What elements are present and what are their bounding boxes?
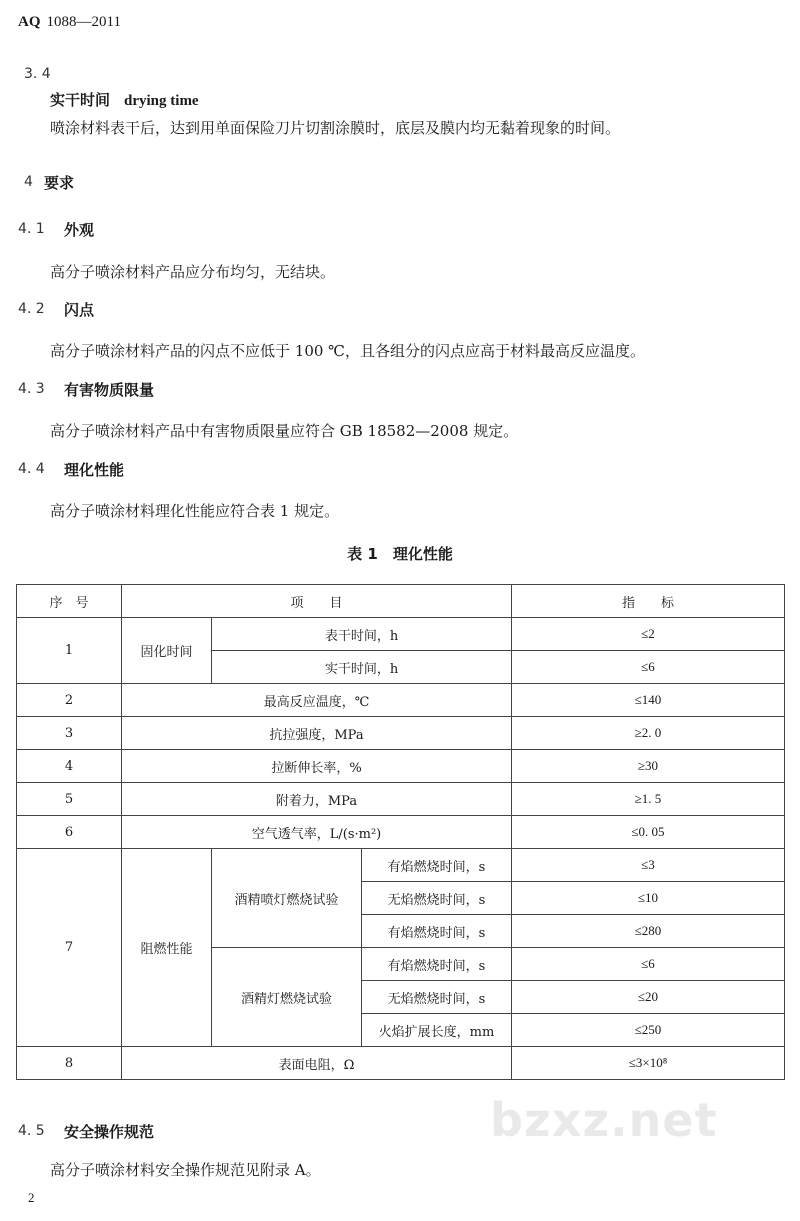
row-2-value: ≤140 — [512, 684, 785, 717]
row-5-seq: 5 — [17, 783, 122, 816]
table-row — [17, 750, 785, 783]
section-4-3-text: 高分子喷涂材料产品中有害物质限量应符合 GB 18582—2008 规定。 — [50, 422, 519, 440]
section-4-number: 4 — [24, 174, 33, 190]
section-4-1-text: 高分子喷涂材料产品应分布均匀，无结块。 — [50, 263, 336, 281]
row-4-seq: 4 — [17, 750, 122, 783]
term-en: drying time — [124, 93, 199, 109]
section-4-2-title: 闪点 — [64, 301, 95, 319]
section-4-5-text: 高分子喷涂材料安全操作规范见附录 A。 — [50, 1161, 321, 1179]
header-index: 指 标 — [512, 585, 785, 618]
row-7-sub1-item-c: 有焰燃烧时间，s — [362, 915, 512, 948]
row-2-seq: 2 — [17, 684, 122, 717]
table-row — [17, 717, 785, 750]
section-4-title: 要求 — [44, 174, 75, 192]
term-zh: 实干时间 — [50, 91, 111, 109]
standard-header — [18, 14, 121, 31]
standard-code: AQ — [18, 14, 41, 30]
section-4-4-text: 高分子喷涂材料理化性能应符合表 1 规定。 — [50, 502, 340, 520]
row-8-seq: 8 — [17, 1047, 122, 1080]
row-7-sub2-item-c: 火焰扩展长度，mm — [362, 1014, 512, 1047]
row-2-item: 最高反应温度，℃ — [122, 684, 512, 717]
row-7-sub2: 酒精灯燃烧试验 — [212, 948, 362, 1047]
table-row — [17, 684, 785, 717]
row-1-item-b: 实干时间，h — [212, 651, 512, 684]
watermark: bzxz.net — [490, 1093, 718, 1147]
section-4-4-number: 4. 4 — [18, 461, 45, 477]
section-4-3-number: 4. 3 — [18, 381, 45, 397]
row-4-item: 拉断伸长率，% — [122, 750, 512, 783]
row-7-sub1-value-b: ≤10 — [512, 882, 785, 915]
row-1-value-b: ≤6 — [512, 651, 785, 684]
row-7-sub1-item-a: 有焰燃烧时间，s — [362, 849, 512, 882]
row-8-item: 表面电阻，Ω — [122, 1047, 512, 1080]
row-7-sub2-value-c: ≤250 — [512, 1014, 785, 1047]
section-4-1-number: 4. 1 — [18, 221, 45, 237]
table-row — [17, 783, 785, 816]
header-seq: 序 号 — [17, 585, 122, 618]
section-4-2-text: 高分子喷涂材料产品的闪点不应低于 100 ℃，且各组分的闪点应高于材料最高反应温度。 — [50, 342, 645, 360]
row-1-item-a: 表干时间，h — [212, 618, 512, 651]
table-row — [17, 849, 785, 882]
row-3-value: ≥2. 0 — [512, 717, 785, 750]
row-5-value: ≥1. 5 — [512, 783, 785, 816]
row-3-item: 抗拉强度，MPa — [122, 717, 512, 750]
section-3-4-number: 3. 4 — [24, 66, 51, 82]
row-6-seq: 6 — [17, 816, 122, 849]
table-header-row — [17, 585, 785, 618]
term-definition: 喷涂材料表干后，达到用单面保险刀片切割涂膜时，底层及膜内均无黏着现象的时间。 — [50, 119, 621, 137]
row-7-group: 阻燃性能 — [122, 849, 212, 1047]
row-7-sub1-item-b: 无焰燃烧时间，s — [362, 882, 512, 915]
row-7-seq: 7 — [17, 849, 122, 1047]
row-7-sub2-value-a: ≤6 — [512, 948, 785, 981]
row-7-sub1-value-a: ≤3 — [512, 849, 785, 882]
table-row — [17, 618, 785, 651]
row-7-sub1-value-c: ≤280 — [512, 915, 785, 948]
row-6-item: 空气透气率，L/(s·m²) — [122, 816, 512, 849]
row-7-sub2-item-a: 有焰燃烧时间，s — [362, 948, 512, 981]
section-4-1-title: 外观 — [64, 221, 95, 239]
section-4-5-number: 4. 5 — [18, 1123, 45, 1139]
table-caption: 表 1 理化性能 — [347, 545, 453, 563]
section-4-2-number: 4. 2 — [18, 301, 45, 317]
row-7-sub2-value-b: ≤20 — [512, 981, 785, 1014]
section-4-4-title: 理化性能 — [64, 461, 125, 479]
header-item: 项 目 — [122, 585, 512, 618]
page-number: 2 — [28, 1190, 35, 1205]
row-1-group: 固化时间 — [122, 618, 212, 684]
row-5-item: 附着力，MPa — [122, 783, 512, 816]
section-4-3-title: 有害物质限量 — [64, 381, 155, 399]
row-7-sub1: 酒精喷灯燃烧试验 — [212, 849, 362, 948]
properties-table — [16, 584, 785, 1080]
row-7-sub2-item-b: 无焰燃烧时间，s — [362, 981, 512, 1014]
table-row — [17, 1047, 785, 1080]
standard-number: 1088—2011 — [46, 14, 121, 30]
row-1-value-a: ≤2 — [512, 618, 785, 651]
row-8-value: ≤3×10⁸ — [512, 1047, 785, 1080]
term-heading — [50, 89, 199, 110]
row-4-value: ≥30 — [512, 750, 785, 783]
table-row — [17, 816, 785, 849]
row-1-seq: 1 — [17, 618, 122, 684]
row-6-value: ≤0. 05 — [512, 816, 785, 849]
row-3-seq: 3 — [17, 717, 122, 750]
section-4-5-title: 安全操作规范 — [64, 1123, 155, 1141]
